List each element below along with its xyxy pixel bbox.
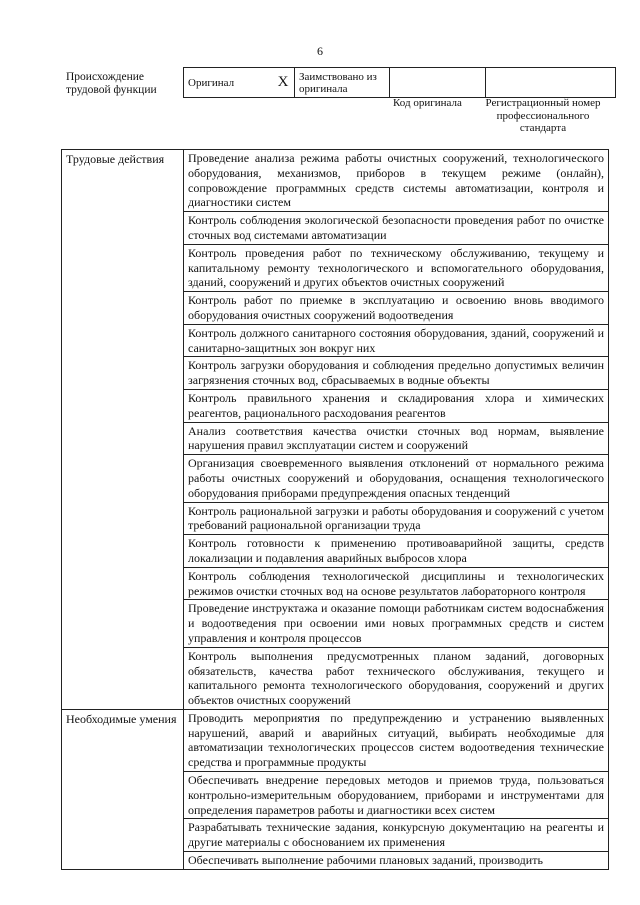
reg-number-label: Регистрационный номер профессионального стандарта [485, 97, 601, 134]
row-text: Контроль соблюдения экологической безопасности проведения работ по очистке сточных вод системами автоматизации [184, 212, 609, 245]
row-text: Контроль рациональной загрузки и работы оборудования и сооружений с учетом требований рациональной организации труда [184, 502, 609, 535]
borrowed-cell: Заимствовано из оригинала [295, 68, 390, 98]
table-row [62, 709, 609, 771]
original-mark: X [272, 68, 295, 98]
row-text: Анализ соответствия качества очистки сточных вод нормам, выявление нарушения правил эксплуатации систем и сооружений [184, 422, 609, 455]
row-text: Проведение анализа режима работы очистных сооружений, технологического оборудования, механизмов, приборов в текущем режиме (онлайн), сопровождение программных средств системы автоматизации, контроля и диагностики систем [184, 150, 609, 212]
reg-number-cell [486, 68, 616, 98]
row-text: Разрабатывать технические задания, конкурсную документацию на реагенты и другие материалы с обоснованием их применения [184, 819, 609, 852]
section-label: Трудовые действия [62, 150, 184, 710]
row-text: Проводить мероприятия по предупреждению и устранению выявленных нарушений, аварий и аварийных ситуаций, выбирать необходимые для автоматизации технологических процессов систем водоотведения технические средства и программные продукты [184, 709, 609, 771]
row-text: Контроль выполнения предусмотренных планом заданий, договорных обязательств, качества работ технического обслуживания, текущего и капитального ремонта технологического оборудования, сооружений и других объектов очистных сооружений [184, 647, 609, 709]
table-row [62, 150, 609, 212]
origin-table [183, 67, 616, 98]
page-number: 6 [317, 44, 323, 58]
row-text: Контроль проведения работ по техническому обслуживанию, текущему и капитальному ремонту технологического и вспомогательного оборудования, зданий, сооружений и других объектов очистных сооружений [184, 244, 609, 291]
row-text: Контроль загрузки оборудования и соблюдения предельно допустимых величин загрязнения сточных вод, сбрасываемых в водные объекты [184, 357, 609, 390]
origin-label: Происхождение трудовой функции [66, 71, 157, 96]
row-text: Контроль правильного хранения и складирования хлора и химических реагентов, рационального расходования реагентов [184, 389, 609, 422]
functions-table [61, 149, 609, 870]
original-cell: Оригинал [184, 68, 273, 98]
row-text: Организация своевременного выявления отклонений от нормального режима работы очистных сооружений и оборудования, оснащения технологического оборудования приборами предупреждения опасных тенденций [184, 455, 609, 502]
row-text: Контроль должного санитарного состояния оборудования, зданий, сооружений и санитарно-защитных зон вокруг них [184, 324, 609, 357]
code-cell [390, 68, 486, 98]
row-text: Проведение инструктажа и оказание помощи работникам систем водоснабжения и водоотведения при освоении ими новых программных средств и систем управления и контроля процессов [184, 600, 609, 647]
section-label: Необходимые умения [62, 709, 184, 869]
code-label: Код оригинала [393, 97, 462, 109]
row-text: Контроль готовности к применению противоаварийной защиты, средств локализации и подавления аварийных выбросов хлора [184, 535, 609, 568]
row-text: Контроль соблюдения технологической дисциплины и технологических режимов очистки сточных вод на основе результатов лабораторного контроля [184, 567, 609, 600]
row-text: Обеспечивать выполнение рабочими плановых заданий, производить [184, 852, 609, 870]
row-text: Контроль работ по приемке в эксплуатацию и освоению вновь вводимого оборудования очистных сооружений водоотведения [184, 292, 609, 325]
row-text: Обеспечивать внедрение передовых методов и приемов труда, пользоваться контрольно-измерительным оборудованием, приборами и инструментами для определения параметров работы и диагностики всех систем [184, 772, 609, 819]
